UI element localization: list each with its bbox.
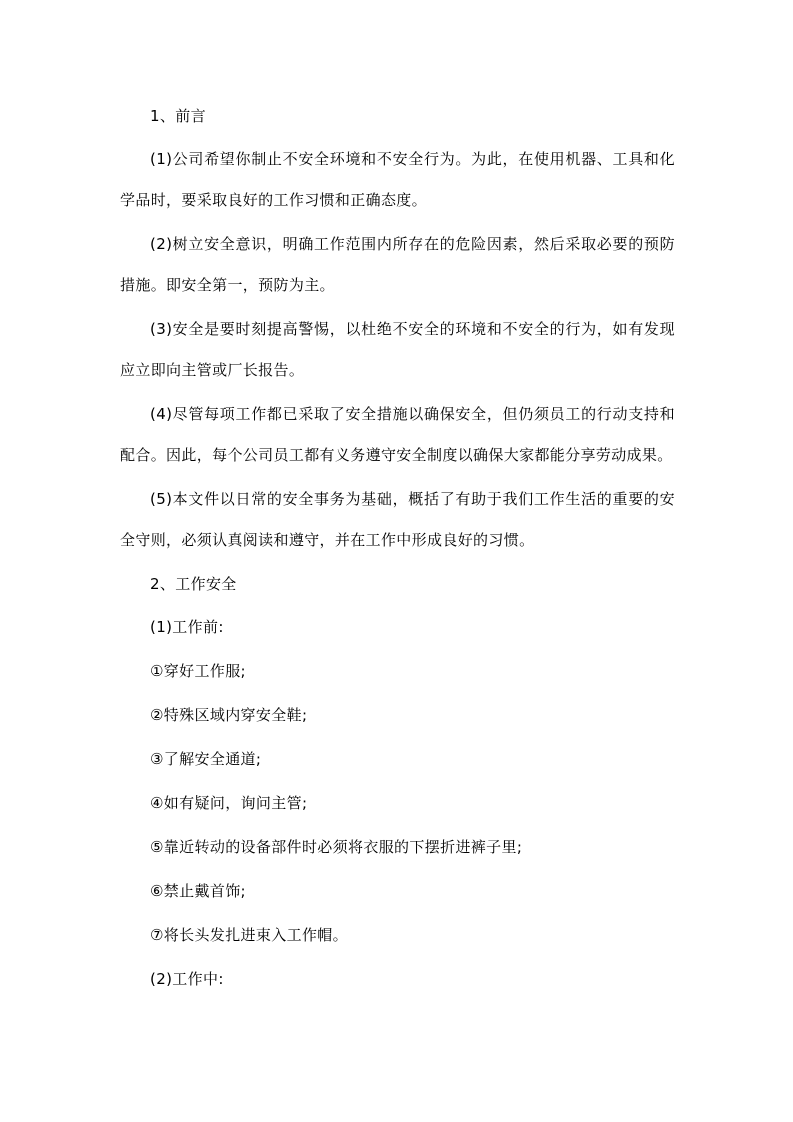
list-item: ④如有疑问，询问主管;: [150, 794, 308, 812]
list-item: ③了解安全通道;: [150, 750, 262, 768]
subheading-during-work: (2)工作中:: [150, 970, 224, 988]
section-heading-work-safety: 2、工作安全: [150, 575, 237, 593]
list-item: ①穿好工作服;: [150, 662, 246, 680]
paragraph-4: (4)尽管每项工作都已采取了安全措施以确保安全，但仍须员工的行动支持和配合。因此，每个公司员工都有义务遵守安全制度以确保大家都能分享劳动成果。: [120, 405, 675, 464]
list-item: ⑦将长头发扎进束入工作帽。: [150, 926, 348, 944]
paragraph-1: (1)公司希望你制止不安全环境和不安全行为。为此，在使用机器、工具和化学品时，要采取良好的工作习惯和正确态度。: [120, 150, 675, 209]
list-item: ⑤靠近转动的设备部件时必须将衣服的下摆折进裤子里;: [150, 838, 523, 856]
subheading-before-work: (1)工作前:: [150, 618, 224, 636]
paragraph-3: (3)安全是要时刻提高警惕，以杜绝不安全的环境和不安全的行为，如有发现应立即向主管或厂长报告。: [120, 320, 675, 379]
document-body: [120, 96, 675, 1003]
section-heading-preface: 1、前言: [150, 107, 206, 125]
paragraph-2: (2)树立安全意识，明确工作范围内所存在的危险因素，然后采取必要的预防措施。即安全第一，预防为主。: [120, 235, 675, 294]
paragraph-5: (5)本文件以日常的安全事务为基础，概括了有助于我们工作生活的重要的安全守则，必须认真阅读和遵守，并在工作中形成良好的习惯。: [120, 490, 675, 549]
list-item: ⑥禁止戴首饰;: [150, 882, 246, 900]
list-item: ②特殊区域内穿安全鞋;: [150, 706, 308, 724]
